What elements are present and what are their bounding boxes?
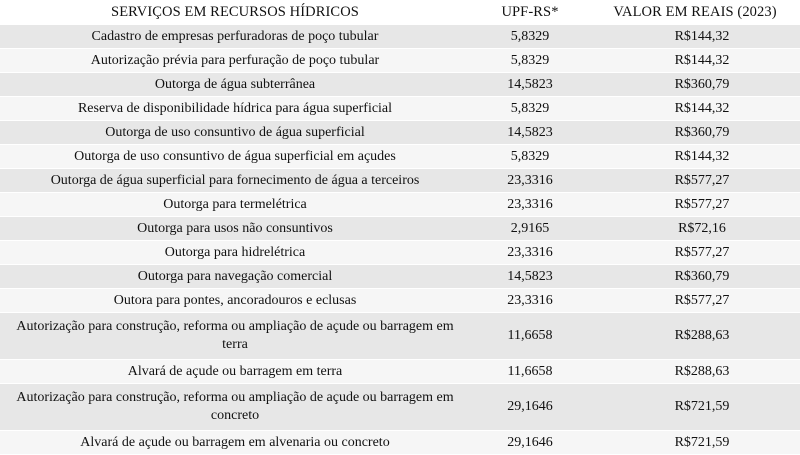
table-row [0,431,800,455]
upf-cell: 5,8329 [470,97,590,121]
table-header-row [0,0,800,25]
upf-cell: 29,1646 [470,384,590,431]
service-cell: Outorga de uso consuntivo de água superficial [0,121,470,145]
upf-cell: 14,5823 [470,265,590,289]
value-cell: R$577,27 [590,289,800,313]
service-cell: Outorga de água superficial para fornecimento de água a terceiros [0,169,470,193]
upf-cell: 14,5823 [470,73,590,97]
upf-cell: 5,8329 [470,49,590,73]
value-cell: R$577,27 [590,193,800,217]
value-cell: R$577,27 [590,241,800,265]
table-row [0,289,800,313]
table-row [0,49,800,73]
service-cell: Outora para pontes, ancoradouros e eclusas [0,289,470,313]
header-services: SERVIÇOS EM RECURSOS HÍDRICOS [0,0,470,25]
value-cell: R$72,16 [590,217,800,241]
service-cell: Outorga para termelétrica [0,193,470,217]
service-cell: Autorização para construção, reforma ou ampliação de açude ou barragem em terra [0,313,470,360]
upf-cell: 11,6658 [470,360,590,384]
table-row [0,169,800,193]
upf-cell: 5,8329 [470,25,590,49]
upf-cell: 23,3316 [470,241,590,265]
upf-cell: 5,8329 [470,145,590,169]
value-cell: R$144,32 [590,49,800,73]
value-cell: R$721,59 [590,384,800,431]
table-row [0,97,800,121]
table-row [0,265,800,289]
header-upf-rs: UPF-RS* [470,0,590,25]
value-cell: R$144,32 [590,25,800,49]
service-cell: Cadastro de empresas perfuradoras de poço tubular [0,25,470,49]
table-row [0,121,800,145]
upf-cell: 23,3316 [470,169,590,193]
service-cell: Outorga para navegação comercial [0,265,470,289]
value-cell: R$360,79 [590,121,800,145]
table-row [0,384,800,431]
upf-cell: 23,3316 [470,193,590,217]
table-row [0,241,800,265]
service-cell: Outorga para usos não consuntivos [0,217,470,241]
upf-cell: 14,5823 [470,121,590,145]
service-cell: Outorga para hidrelétrica [0,241,470,265]
service-cell: Autorização para construção, reforma ou ampliação de açude ou barragem em concreto [0,384,470,431]
service-cell: Alvará de açude ou barragem em alvenaria ou concreto [0,431,470,455]
table-row [0,360,800,384]
upf-cell: 2,9165 [470,217,590,241]
value-cell: R$577,27 [590,169,800,193]
value-cell: R$360,79 [590,73,800,97]
value-cell: R$721,59 [590,431,800,455]
table-row [0,145,800,169]
table-row [0,217,800,241]
table-row [0,313,800,360]
upf-cell: 29,1646 [470,431,590,455]
table-row [0,193,800,217]
header-value-reais: VALOR EM REAIS (2023) [590,0,800,25]
service-cell: Outorga de uso consuntivo de água superficial em açudes [0,145,470,169]
table-row [0,73,800,97]
upf-cell: 11,6658 [470,313,590,360]
value-cell: R$144,32 [590,97,800,121]
service-cell: Outorga de água subterrânea [0,73,470,97]
service-cell: Alvará de açude ou barragem em terra [0,360,470,384]
upf-cell: 23,3316 [470,289,590,313]
service-cell: Autorização prévia para perfuração de poço tubular [0,49,470,73]
table-row [0,25,800,49]
service-cell: Reserva de disponibilidade hídrica para água superficial [0,97,470,121]
value-cell: R$360,79 [590,265,800,289]
value-cell: R$288,63 [590,360,800,384]
value-cell: R$144,32 [590,145,800,169]
value-cell: R$288,63 [590,313,800,360]
